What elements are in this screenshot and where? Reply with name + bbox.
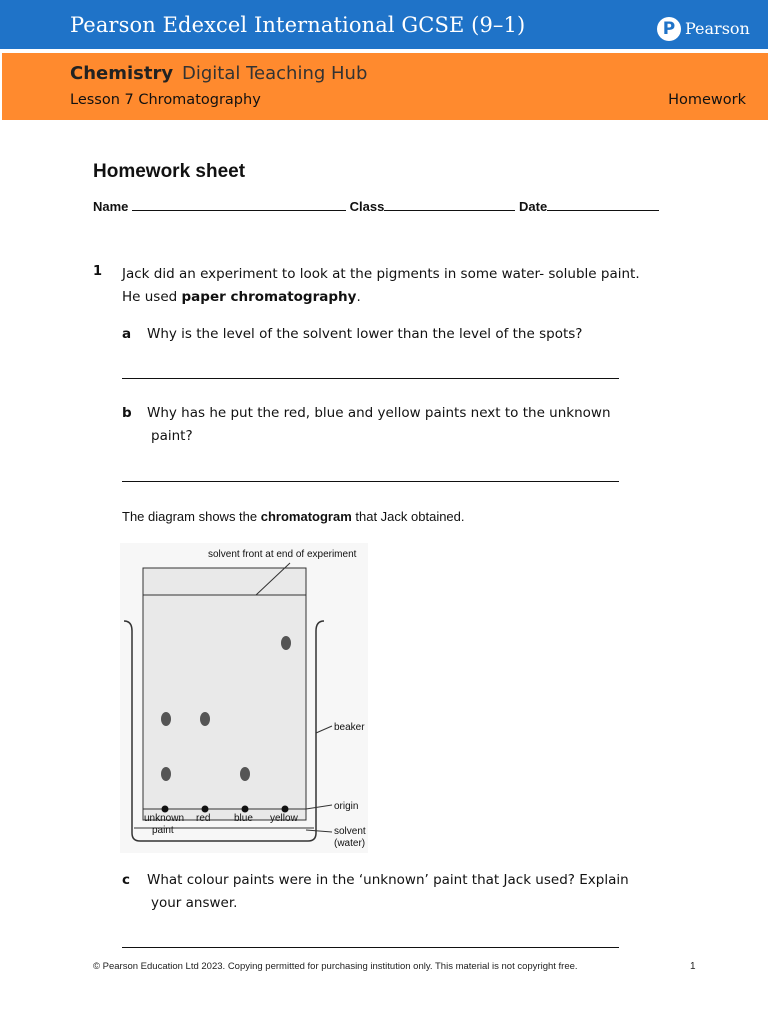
lane-label-red: red [196,813,211,824]
question-line-1: Jack did an experiment to look at the pigments in some water- soluble paint. [122,266,640,282]
part-letter: b [122,405,132,421]
page-title: Homework sheet [93,161,246,182]
lane-label-blue: blue [234,813,253,824]
question-part-b [122,402,611,448]
part-text-continued: your answer. [151,895,238,911]
answer-line-b[interactable] [122,481,619,482]
lesson-title: Lesson 7 Chromatography [70,92,261,108]
page-number: 1 [690,961,696,972]
lane-label-yellow: yellow [270,813,298,824]
spot-unknown-upper [161,712,171,726]
key-term: paper chromatography [181,289,357,305]
spot-red [200,712,210,726]
answer-line-a[interactable] [122,378,619,379]
origin-dot-blue [242,806,249,813]
part-letter: c [122,872,131,888]
class-label: Class [349,199,385,214]
solvent-front-label: solvent front at end of experiment [208,549,357,560]
solvent-label: solvent [334,826,366,837]
lane-label-unknown: unknown [144,813,185,824]
part-text: Why is the level of the solvent lower than the level of the spots? [147,326,583,342]
sheet-type: Homework [668,92,746,108]
lesson-banner [2,53,768,120]
question-part-c [122,869,629,915]
question-part-a [122,323,582,346]
student-info-line [93,198,659,214]
question-stem [122,263,682,309]
hub-title: Digital Teaching Hub [182,63,368,84]
diagram-caption: The diagram shows the chromatogram that Jack obtained. [122,509,465,524]
origin-label: origin [334,801,359,812]
pearson-logo-icon: P [657,17,681,41]
question-line-2: He used paper chromatography. [122,289,361,305]
chromatogram-diagram [120,543,380,853]
copyright-footer: © Pearson Education Ltd 2023. Copying permitted for purchasing institution only. This material is not copyright free. [93,961,578,972]
date-field[interactable] [547,198,659,211]
origin-dot-red [202,806,209,813]
class-field[interactable] [384,198,515,211]
top-banner [0,0,768,49]
date-label: Date [519,199,548,214]
key-term: chromatogram [260,509,352,524]
part-letter: a [122,326,132,342]
pearson-logo-word: Pearson [685,19,750,38]
subject-title: Chemistry [70,63,174,84]
answer-line-c[interactable] [122,947,619,948]
spot-unknown-lower [161,767,171,781]
solvent-label-2: (water) [334,838,366,849]
name-label: Name [93,199,129,214]
name-field[interactable] [132,198,346,211]
lane-label-paint: paint [152,825,174,836]
question-number: 1 [93,264,103,279]
origin-dot-yellow [282,806,289,813]
part-text: What colour paints were in the ‘unknown’ paint that Jack used? Explain [147,872,629,888]
part-text: Why has he put the red, blue and yellow paints next to the unknown [147,405,611,421]
beaker-label: beaker [334,722,365,733]
spot-blue [240,767,250,781]
spot-yellow [281,636,291,650]
part-text-continued: paint? [151,428,193,444]
chromatography-paper [143,568,306,820]
qualification-title: Pearson Edexcel International GCSE (9–1) [70,13,526,37]
origin-dot-unknown [162,806,169,813]
